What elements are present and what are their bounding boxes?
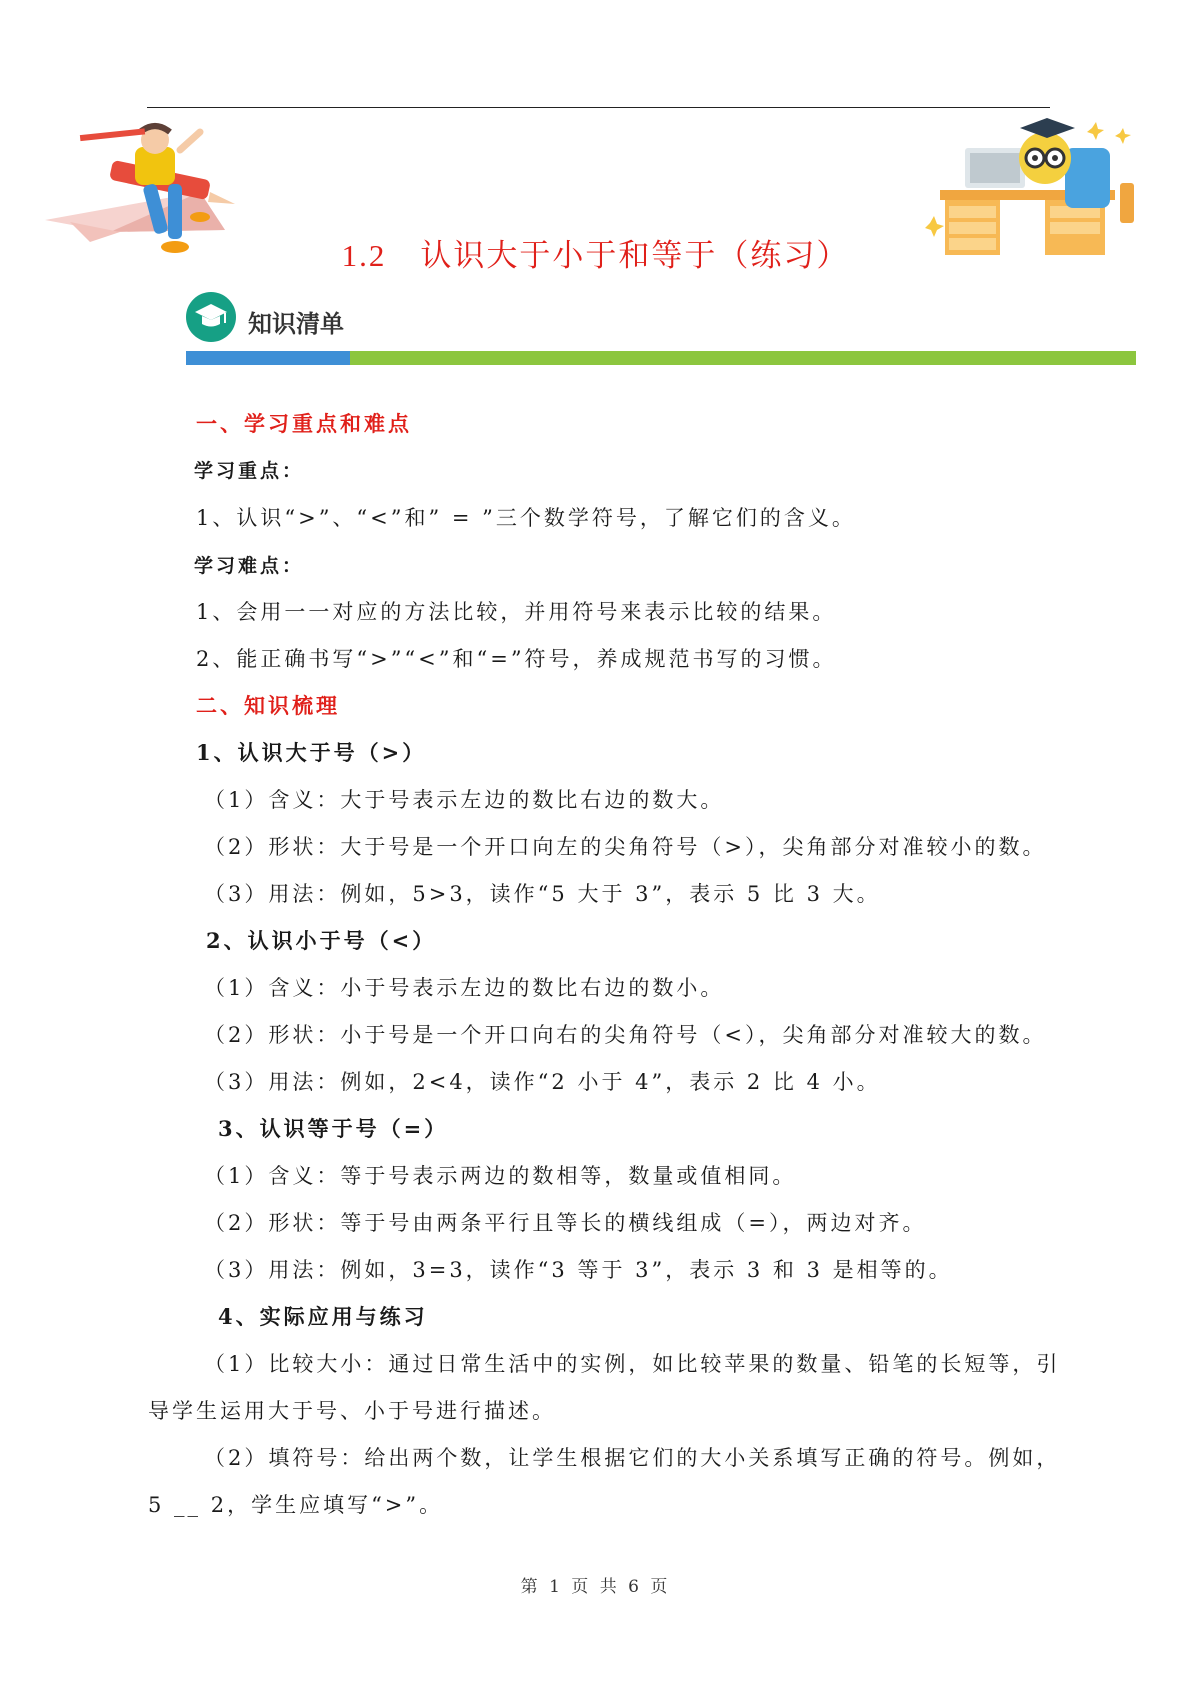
paragraph-gt-shape: （2）形状：大于号是一个开口向左的尖角符号（>），尖角部分对准较小的数。: [204, 835, 1047, 859]
paragraph-eq-usage: （3）用法：例如，3=3，读作“3 等于 3”，表示 3 和 3 是相等的。: [204, 1258, 953, 1282]
heading-key-points: 一、学习重点和难点: [196, 411, 412, 436]
paragraph-lt-shape: （2）形状：小于号是一个开口向右的尖角符号（<），尖角部分对准较大的数。: [204, 1023, 1047, 1047]
paragraph-gt-usage: （3）用法：例如，5>3，读作“5 大于 3”，表示 5 比 3 大。: [204, 882, 881, 906]
section-heading: 知识清单: [248, 310, 344, 338]
paragraph-difficulty-1: 1、会用一一对应的方法比较，并用符号来表示比较的结果。: [196, 600, 837, 624]
heading-bar-blue: [186, 351, 350, 365]
knowledge-list-header: [186, 292, 1136, 370]
title-text: 认识大于小于和等于（练习）: [420, 238, 850, 274]
title-number: 1.2: [341, 238, 387, 273]
header-rule: [147, 107, 1050, 108]
document-title: [0, 230, 1191, 275]
heading-bar-green: [350, 351, 1136, 365]
heading-knowledge-review: 二、知识梳理: [196, 693, 340, 718]
paragraph-compare-line-2: 导学生运用大于号、小于号进行描述。: [148, 1399, 556, 1423]
subheading-equals: 3、认识等于号（=）: [218, 1116, 449, 1141]
paragraph-fill-line-1: （2）填符号：给出两个数，让学生根据它们的大小关系填写正确的符号。例如，: [204, 1446, 1061, 1470]
label-difficulties: 学习难点：: [194, 555, 305, 577]
paragraph-eq-meaning: （1）含义：等于号表示两边的数相等，数量或值相同。: [204, 1164, 797, 1188]
paragraph-fill-line-2: 5 __ 2，学生应填写“>”。: [148, 1493, 444, 1517]
paragraph-lt-meaning: （1）含义：小于号表示左边的数比右边的数小。: [204, 976, 725, 1000]
subheading-greater-than: 1、认识大于号（>）: [196, 740, 427, 765]
paragraph-difficulty-2: 2、能正确书写“>”“<”和“=”符号，养成规范书写的习惯。: [196, 647, 837, 671]
paragraph-key-point-1: 1、认识“>”、“<”和” = ”三个数学符号，了解它们的含义。: [196, 506, 856, 530]
graduation-cap-icon: [186, 292, 236, 342]
label-key-points: 学习重点：: [194, 460, 305, 482]
paragraph-compare-line-1: （1）比较大小：通过日常生活中的实例，如比较苹果的数量、铅笔的长短等，引: [204, 1352, 1061, 1376]
paragraph-lt-usage: （3）用法：例如，2<4，读作“2 小于 4”，表示 2 比 4 小。: [204, 1070, 881, 1094]
subheading-less-than: 2、认识小于号（<）: [206, 928, 437, 953]
paragraph-eq-shape: （2）形状：等于号由两条平行且等长的横线组成（=），两边对齐。: [204, 1211, 927, 1235]
paragraph-gt-meaning: （1）含义：大于号表示左边的数比右边的数大。: [204, 788, 725, 812]
subheading-application: 4、实际应用与练习: [218, 1304, 428, 1329]
page-footer: 第 1 页 共 6 页: [520, 1577, 671, 1597]
